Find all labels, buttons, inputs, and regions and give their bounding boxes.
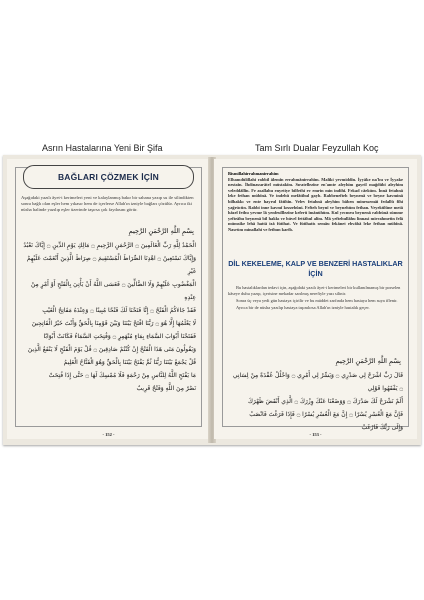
arabic-line: الْحَمْدُ لِلَّهِ رَبِّ الْعَالَمِينَ ۝ الرَّحْمَنِ الرَّحِيمِ ۝ مَالِكِ يَوْمِ الدِّينِ ۝ إِيَّاكَ نَعْبُدُ [23,242,196,249]
arabic-line: نَصْرٌ مِنَ اللَّهِ وَفَتْحٌ قَرِيبٌ [136,385,196,392]
instruction-paragraph: Ayrıca bir de nüsha yazılıp hastaya taşınılırsa Allah'ın izniyle hastalık geçer. [236,304,370,310]
arabic-line: قُلْ يَجْمَعُ بَيْنَنَا رَبُّنَا ثُمَّ يَفْتَحُ بَيْنَنَا بِالْحَقِّ وَهُوَ الْفَتَّاحُ الْعَلِيمُ [63,359,196,366]
instruction-paragraph: Sonra üç veya yedi gün hastaya içirilir ve bu müddet zarfında hem hastaya hem suya iflenir. [236,297,398,303]
left-page [7,159,210,439]
arabic-line: فَفَتَحْنَا أَبْوَابَ السَّمَاءِ بِمَاءٍ مُنْهَمِرٍ ۝ وَفُتِحَتِ السَّمَاءُ فَكَانَتْ أَبْوَابًا [43,333,196,340]
arabic-line: لَا يَعْلَمُهَا إِلَّا هُوَ ۝ رَبَّنَا افْتَحْ بَيْنَنَا وَبَيْنَ قَوْمِنَا بِالْحَقِّ وَأَنْتَ خَيْرُ الْفَاتِحِينَ [31,320,196,327]
right-page [214,159,417,439]
left-basmala: بِسْمِ اللَّهِ الرَّحْمَنِ الرَّحِيمِ [128,227,194,235]
transliteration-lead: Bismillahirrahmanirrahim [228,171,279,176]
arabic-line: وَإِيَّاكَ نَسْتَعِينُ ۝ اهْدِنَا الصِّرَاطَ الْمُسْتَقِيمَ ۝ صِرَاطَ الَّذِينَ أَنْعَمْتَ عَلَيْهِمْ غَيْرِ [26,255,196,275]
left-book-caption: Asrın Hastalarına Yeni Bir Şifa [42,143,163,153]
book-spread [3,155,421,445]
left-page-heading: BAĞLARI ÇÖZMEK İÇİN [57,172,160,182]
arabic-line: وَإِلَى رَبِّكَ فَارْغَبْ [361,424,403,431]
arabic-line: فَقَدْ جَاءَكُمُ الْفَتْحُ ۝ إِنَّا فَتَحْنَا لَكَ فَتْحًا مُبِينًا ۝ وَعِنْدَهُ مَفَاتِحُ الْغَيْبِ [42,307,196,314]
left-heading-box [23,165,194,189]
left-arabic-text [21,239,196,395]
right-page-heading: DİL KEKELEME, KALP VE BENZERİ HASTALIKLAR İÇİN [228,259,403,278]
right-basmala: بِسْمِ اللَّهِ الرَّحْمَنِ الرَّحِيمِ [335,357,401,365]
instruction-paragraph: Bu hastalıklardan tedavi için, aşağıdaki yazılı âyet-i kerimeleri bir kullanılmamış bir porselen kâseye duhu yazıp, içerisine mekadar sarılmış nerefiyle yazı silinir. [228,285,401,296]
left-intro-paragraph: Aşağıdaki yazılı âyet-i kerimeleri yeni ve kalaylanmış bakır bir sahana yazıp su ile silindikten sonra bağlı olan eşler hem yıkasır hem de içerlerse Allah'ın izniyle bağları çözülür. Ayrıca iki nüsha halinde yazılıp eşler üzerinde taşırsa çok faydasını görür. [21,195,194,212]
arabic-line: وَيَقُولُونَ مَتَى هَذَا الْفَتْحُ إِنْ كُنْتُمْ صَادِقِينَ ۝ قُلْ يَوْمَ الْفَتْحِ لَا يَنْفَعُ الَّذِينَ [27,346,196,353]
right-page-number: - 153 - [309,432,322,437]
right-book-caption: Tam Sırlı Dualar Feyzullah Koç [255,143,379,153]
right-instructions [228,285,403,312]
arabic-line: مَا يَفْتَحِ اللَّهُ لِلنَّاسِ مِنْ رَحْمَةٍ فَلَا مُمْسِكَ لَهَا ۝ حَتَّى إِذَا فُتِحَتْ [48,372,196,379]
arabic-line: قَالَ رَبِّ اشْرَحْ لِي صَدْرِي ۝ وَيَسِّرْ لِي أَمْرِي ۝ وَاحْلُلْ عُقْدَةً مِنْ لِسَانِي ۝ يَفْقَهُوا قَوْلِي [232,372,403,392]
arabic-line: أَلَمْ نَشْرَحْ لَكَ صَدْرَكَ ۝ وَوَضَعْنَا عَنْكَ وِزْرَكَ ۝ الَّذِي أَنْقَضَ ظَهْرَكَ [247,398,403,405]
arabic-line: فَإِنَّ مَعَ الْعُسْرِ يُسْرًا ۝ إِنَّ مَعَ الْعُسْرِ يُسْرًا ۝ فَإِذَا فَرَغْتَ فَانْصَبْ [249,411,403,418]
transliteration-text: Elhamdülillahi rabbil âlemîn errahmânirrahîm. Maliki yevmiddîn. İyyâke na'bu ve İyyake nestaîn. İhdinassırâtel müstakîm. Sıratellezîne en'amte aleyhim gayril mağdûbi aleyhim veleddâllîn. Fe asallahu enyetiye bilfethi ev emrin min indihî. Fekad câeküm. İnnâ fetahnâ leke fethan mübînâ. Ve indehû mefâtihul gayb. Rabbenefteh beynenâ ve beyne kavminâ bilhakkı ve ente hayrul fâtihîn. Velev fetahnâ aleyhim bâben minessemâi fedallû fîhi yağrücûn. Rabbi inne kavmî kezzebûni. Fefteh beynî ve beynehüm fethan. Veyekûlûne metâ hâzel fethu yevme lâ yenfeulllezîne keferû îmânühüm. Kul yecmeu beynenâ rabbünâ sümme yefteâhu beynenâ bil hakkı ve hüvel fettâhul alîm. Mâ yeftehullâhu linnasi mirrahmetin felâ mümsike lehâ hattâ izâ fütihat. Ve fütihatis semâu fekânet ebvâbâ leke fethan mübînâ. Nasrüm minallahi ve fethun karîb. [228,176,403,232]
right-arabic-text [228,369,403,434]
arabic-line: الْمَغْضُوبِ عَلَيْهِمْ وَلَا الضَّالِّينَ ۝ فَعَسَى اللَّهُ أَنْ يَأْتِيَ بِالْفَتْحِ أَوْ أَمْرٍ مِنْ عِنْدِهِ [30,281,196,301]
transliteration-block [228,171,403,233]
left-page-number: - 152 - [102,432,115,437]
